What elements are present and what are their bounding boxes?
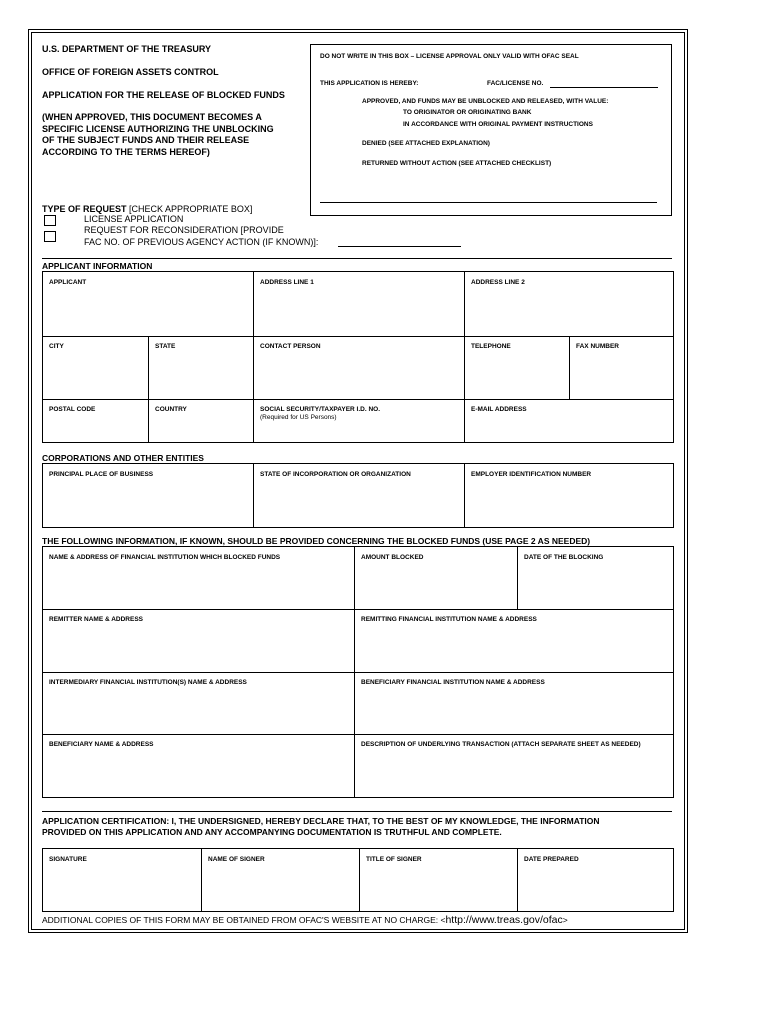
fax-number-field[interactable] [569,336,673,399]
remitting-institution-label: REMITTING FINANCIAL INSTITUTION NAME & ADDRESS [361,616,537,623]
approval-note-3: OF THE SUBJECT FUNDS AND THEIR RELEASE [42,135,250,145]
applicant-section-title: APPLICANT INFORMATION [42,261,153,271]
corporations-table [42,463,674,528]
office-heading: OFFICE OF FOREIGN ASSETS CONTROL [42,67,219,77]
approved-option: APPROVED, AND FUNDS MAY BE UNBLOCKED AND RELEASED, WITH VALUE: [362,98,609,105]
contact-person-field[interactable] [253,336,464,399]
amount-blocked-label: AMOUNT BLOCKED [361,554,424,561]
fac-license-field[interactable] [550,87,658,88]
ofac-website-link[interactable]: http://www.treas.gov/ofac [445,914,563,926]
application-hereby-label: THIS APPLICATION IS HEREBY: [320,80,419,87]
form-title: APPLICATION FOR THE RELEASE OF BLOCKED FUNDS [42,90,285,100]
applicant-section-rule [42,258,672,259]
approval-box-heading: DO NOT WRITE IN THIS BOX – LICENSE APPROVAL ONLY VALID WITH OFAC SEAL [320,53,579,60]
reconsideration-checkbox[interactable] [44,231,56,242]
applicant-field[interactable] [43,272,254,336]
state-of-incorporation-field[interactable] [253,464,464,527]
beneficiary-field[interactable] [43,734,354,797]
beneficiary-institution-field[interactable] [354,672,673,734]
date-of-blocking-field[interactable] [517,547,673,609]
beneficiary-label: BENEFICIARY NAME & ADDRESS [49,741,154,748]
address-line-2-field[interactable] [464,272,673,336]
contact-person-label: CONTACT PERSON [260,343,321,350]
returned-option: RETURNED WITHOUT ACTION (SEE ATTACHED CHECKLIST) [362,160,552,167]
telephone-field[interactable] [464,336,569,399]
license-application-label: LICENSE APPLICATION [84,214,184,224]
applicant-label: APPLICANT [49,279,87,286]
previous-fac-label: FAC NO. OF PREVIOUS AGENCY ACTION (IF KNOWN)]: [84,237,319,247]
signer-name-field[interactable] [201,849,359,911]
email-label: E-MAIL ADDRESS [471,406,527,413]
fac-license-label: FAC/LICENSE NO. [487,80,544,87]
ein-field[interactable] [464,464,673,527]
remitter-label: REMITTER NAME & ADDRESS [49,616,144,623]
ein-label: EMPLOYER IDENTIFICATION NUMBER [471,471,592,478]
state-field[interactable] [148,336,253,399]
certification-rule [42,811,672,812]
blocking-institution-label: NAME & ADDRESS OF FINANCIAL INSTITUTION WHICH BLOCKED FUNDS [49,554,281,561]
signature-field[interactable] [43,849,201,911]
intermediary-institution-field[interactable] [43,672,354,734]
footer-text: ADDITIONAL COPIES OF THIS FORM MAY BE OBTAINED FROM OFAC'S WEBSITE AT NO CHARGE: < [42,915,446,925]
principal-place-field[interactable] [43,464,254,527]
address-line-2-label: ADDRESS LINE 2 [471,279,525,286]
signer-title-field[interactable] [359,849,517,911]
date-prepared-field[interactable] [517,849,673,911]
remitter-field[interactable] [43,609,354,672]
approval-note-4: ACCORDING TO THE TERMS HEREOF) [42,147,210,157]
license-application-checkbox[interactable] [44,215,56,226]
country-field[interactable] [148,399,253,442]
previous-fac-number-field[interactable] [338,246,461,247]
certification-line-1: APPLICATION CERTIFICATION: I, THE UNDERSIGNED, HEREBY DECLARE THAT, TO THE BEST OF MY KNOWLEDGE, THE INFORMATION [42,816,600,826]
city-label: CITY [49,343,64,350]
ofac-approval-box [310,44,672,216]
transaction-description-label: DESCRIPTION OF UNDERLYING TRANSACTION (ATTACH SEPARATE SHEET AS NEEDED) [361,741,641,748]
state-label: STATE [155,343,176,350]
seal-signature-line [320,202,657,203]
postal-code-label: POSTAL CODE [49,406,96,413]
country-label: COUNTRY [155,406,187,413]
state-of-incorporation-label: STATE OF INCORPORATION OR ORGANIZATION [260,471,411,478]
date-prepared-label: DATE PREPARED [524,856,579,863]
funds-section-title: THE FOLLOWING INFORMATION, IF KNOWN, SHOULD BE PROVIDED CONCERNING THE BLOCKED FUNDS (USE PAGE 2 AS NEEDED) [42,536,591,546]
footer-note [42,914,568,926]
dept-heading: U.S. DEPARTMENT OF THE TREASURY [42,44,212,54]
email-field[interactable] [464,399,673,442]
principal-place-label: PRINCIPAL PLACE OF BUSINESS [49,471,154,478]
approval-note-2: SPECIFIC LICENSE AUTHORIZING THE UNBLOCKING [42,124,274,134]
ssn-note: (Required for US Persons) [260,414,337,421]
in-accordance-option: IN ACCORDANCE WITH ORIGINAL PAYMENT INSTRUCTIONS [403,121,593,128]
remitting-institution-field[interactable] [354,609,673,672]
funds-table [42,546,674,798]
corporations-section-title: CORPORATIONS AND OTHER ENTITIES [42,453,204,463]
date-of-blocking-label: DATE OF THE BLOCKING [524,554,604,561]
footer-tail: > [562,915,568,925]
denied-option: DENIED (SEE ATTACHED EXPLANATION) [362,140,490,147]
address-line-1-field[interactable] [253,272,464,336]
blocking-institution-field[interactable] [43,547,354,609]
reconsideration-label: REQUEST FOR RECONSIDERATION [PROVIDE [84,225,284,235]
certification-line-2: PROVIDED ON THIS APPLICATION AND ANY ACCOMPANYING DOCUMENTATION IS TRUTHFUL AND COMPLETE. [42,827,502,837]
type-of-request-label: TYPE OF REQUEST [CHECK APPROPRIATE BOX] [42,204,253,214]
address-line-1-label: ADDRESS LINE 1 [260,279,314,286]
postal-code-field[interactable] [43,399,148,442]
ssn-label: SOCIAL SECURITY/TAXPAYER I.D. NO. [260,406,381,413]
signer-name-label: NAME OF SIGNER [208,856,265,863]
to-originator-option: TO ORIGINATOR OR ORIGINATING BANK [403,109,532,116]
signer-title-label: TITLE OF SIGNER [366,856,422,863]
intermediary-institution-label: INTERMEDIARY FINANCIAL INSTITUTION(S) NAME & ADDRESS [49,679,247,686]
amount-blocked-field[interactable] [354,547,517,609]
ssn-field[interactable] [253,399,464,442]
signature-table [42,848,674,912]
signature-label: SIGNATURE [49,856,87,863]
approval-note-1: (WHEN APPROVED, THIS DOCUMENT BECOMES A [42,112,262,122]
fax-number-label: FAX NUMBER [576,343,619,350]
transaction-description-field[interactable] [354,734,673,797]
beneficiary-institution-label: BENEFICIARY FINANCIAL INSTITUTION NAME & ADDRESS [361,679,545,686]
city-field[interactable] [43,336,148,399]
applicant-table [42,271,674,443]
telephone-label: TELEPHONE [471,343,511,350]
